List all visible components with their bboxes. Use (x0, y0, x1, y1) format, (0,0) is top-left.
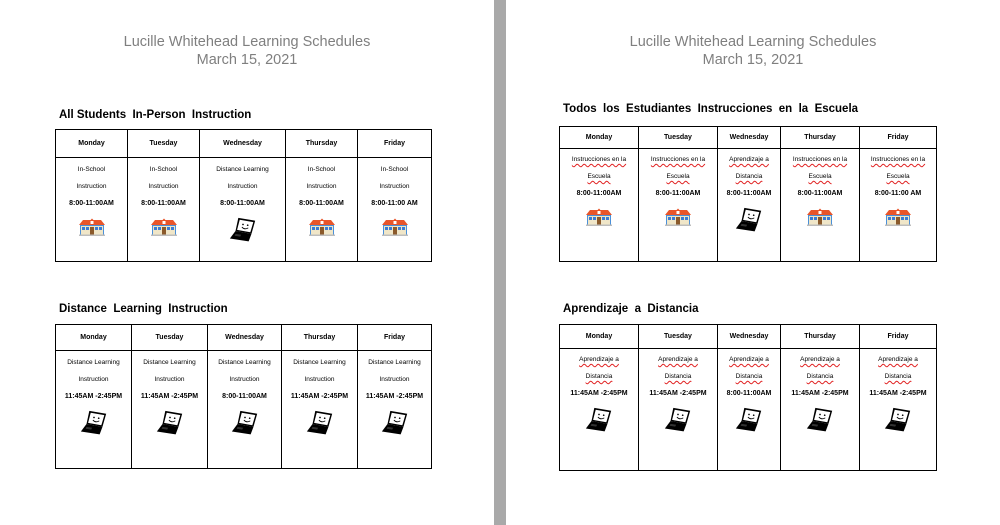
day-header-thursday: Thursday (286, 130, 358, 158)
laptop-icon (663, 406, 693, 436)
cell-text-line1: Instrucciones en la (792, 156, 848, 163)
cell-text-line2: Instruction (227, 183, 258, 190)
schedule-cell-monday (56, 158, 128, 262)
cell-text-line2: Instruction (306, 183, 337, 190)
document-page-spanish (506, 0, 1000, 525)
cell-time: 8:00-11:00AM (726, 190, 772, 197)
cell-text-line1: In-School (307, 166, 336, 173)
schedule-cell-wednesday (208, 351, 282, 469)
cell-text-line2: Distancia (664, 373, 692, 380)
cell-text-line1: Aprendizaje a (579, 356, 619, 363)
cell-text-line2: Instruction (148, 183, 179, 190)
cell-text-line2: Escuela (886, 173, 910, 180)
cell-text-line1: Distance Learning (293, 359, 346, 366)
cell-text-line1: Aprendizaje a (729, 156, 769, 163)
schedule-cell-tuesday (639, 349, 718, 471)
cell-text-line1: In-School (380, 166, 409, 173)
cell-text-line2: Distancia (884, 373, 912, 380)
section-heading-distance: Distance Learning Instruction (59, 303, 228, 315)
cell-time: 8:00-11:00AM (797, 190, 843, 197)
day-header-wednesday: Wednesday (208, 325, 282, 351)
document-date: March 15, 2021 (702, 52, 804, 68)
day-header-tuesday: Tuesday (639, 127, 718, 149)
cell-text-line2: Instruction (304, 376, 335, 383)
laptop-icon (380, 409, 410, 439)
day-header-tuesday: Tuesday (132, 325, 208, 351)
day-header-friday: Friday (860, 127, 937, 149)
cell-text-line2: Distancia (735, 173, 763, 180)
cell-text-line1: Distance Learning (368, 359, 421, 366)
cell-text-line1: Distance Learning (67, 359, 120, 366)
cell-text-line2: Distancia (585, 373, 613, 380)
cell-text-line2: Instruction (379, 376, 410, 383)
cell-text-line2: Instruction (76, 183, 107, 190)
day-header-thursday: Thursday (781, 325, 860, 349)
cell-time: 8:00-11:00AM (69, 200, 114, 207)
cell-time: 8:00-11:00AM (222, 393, 267, 400)
laptop-icon (734, 406, 764, 436)
schedule-cell-monday (560, 349, 639, 471)
schedule-cell-monday (560, 149, 639, 262)
day-header-tuesday: Tuesday (128, 130, 200, 158)
cell-time: 11:45AM -2:45PM (64, 393, 123, 400)
school-icon (382, 218, 408, 236)
laptop-icon (883, 406, 913, 436)
cell-time: 8:00-11:00AM (299, 200, 344, 207)
day-header-tuesday: Tuesday (639, 325, 718, 349)
cell-time: 11:45AM -2:45PM (791, 390, 849, 397)
document-date: March 15, 2021 (196, 52, 298, 68)
document-title: Lucille Whitehead Learning Schedules (123, 34, 371, 50)
day-header-wednesday: Wednesday (200, 130, 286, 158)
cell-text-line1: Aprendizaje a (800, 356, 840, 363)
cell-time: 8:00-11:00AM (655, 190, 701, 197)
laptop-icon (305, 409, 335, 439)
cell-text-line1: Instrucciones en la (650, 156, 706, 163)
cell-text-line2: Distancia (806, 373, 834, 380)
cell-time: 11:45AM -2:45PM (570, 390, 628, 397)
cell-text-line1: Instrucciones en la (870, 156, 926, 163)
schedule-table-distance (55, 324, 432, 469)
day-header-monday: Monday (56, 130, 128, 158)
schedule-cell-friday (860, 349, 937, 471)
cell-text-line2: Instruction (379, 183, 410, 190)
day-header-friday: Friday (860, 325, 937, 349)
day-header-friday: Friday (358, 130, 432, 158)
laptop-icon (805, 406, 835, 436)
cell-text-line1: Distance Learning (143, 359, 196, 366)
cell-text-line2: Distancia (735, 373, 763, 380)
cell-time: 11:45AM -2:45PM (649, 390, 707, 397)
cell-time: 11:45AM -2:45PM (365, 393, 424, 400)
schedule-cell-thursday (781, 349, 860, 471)
school-icon (665, 208, 691, 226)
cell-time: 11:45AM -2:45PM (140, 393, 199, 400)
schedule-table-distance (559, 324, 937, 471)
cell-text-line1: In-School (77, 166, 106, 173)
schedule-cell-friday (860, 149, 937, 262)
schedule-cell-wednesday (200, 158, 286, 262)
document-title: Lucille Whitehead Learning Schedules (629, 34, 877, 50)
schedule-cell-tuesday (132, 351, 208, 469)
cell-text-line1: Distance Learning (218, 359, 271, 366)
day-header-wednesday: Wednesday (718, 325, 781, 349)
cell-text-line2: Instruction (78, 376, 109, 383)
cell-text-line2: Instruction (154, 376, 185, 383)
laptop-icon (155, 409, 185, 439)
schedule-cell-thursday (282, 351, 358, 469)
cell-time: 8:00-11:00 AM (874, 190, 922, 197)
schedule-cell-friday (358, 351, 432, 469)
laptop-icon (584, 406, 614, 436)
schedule-table-inperson (55, 129, 432, 262)
day-header-thursday: Thursday (282, 325, 358, 351)
cell-time: 8:00-11:00AM (726, 390, 772, 397)
schedule-table-inperson (559, 126, 937, 262)
schedule-cell-wednesday (718, 349, 781, 471)
school-icon (79, 218, 105, 236)
section-heading-inperson: All Students In-Person Instruction (59, 109, 252, 121)
laptop-icon (228, 216, 258, 246)
cell-time: 8:00-11:00AM (576, 190, 622, 197)
cell-text-line1: Distance Learning (216, 166, 269, 173)
schedule-cell-thursday (781, 149, 860, 262)
section-heading-distance: Aprendizaje a Distancia (563, 303, 699, 315)
cell-time: 8:00-11:00AM (220, 200, 265, 207)
school-icon (586, 208, 612, 226)
school-icon (309, 218, 335, 236)
cell-time: 8:00-11:00AM (141, 200, 186, 207)
school-icon (807, 208, 833, 226)
schedule-cell-thursday (286, 158, 358, 262)
cell-text-line2: Instruction (229, 376, 260, 383)
cell-text-line1: Aprendizaje a (658, 356, 698, 363)
schedule-cell-monday (56, 351, 132, 469)
cell-text-line2: Escuela (587, 173, 611, 180)
schedule-cell-wednesday (718, 149, 781, 262)
day-header-friday: Friday (358, 325, 432, 351)
school-icon (151, 218, 177, 236)
day-header-monday: Monday (560, 127, 639, 149)
cell-time: 11:45AM -2:45PM (290, 393, 349, 400)
cell-text-line2: Escuela (666, 173, 690, 180)
schedule-cell-tuesday (128, 158, 200, 262)
cell-time: 8:00-11:00 AM (371, 200, 418, 207)
laptop-icon (230, 409, 260, 439)
schedule-cell-friday (358, 158, 432, 262)
laptop-icon (79, 409, 109, 439)
laptop-icon (734, 206, 764, 236)
cell-time: 11:45AM -2:45PM (869, 390, 927, 397)
document-page-english (0, 0, 494, 525)
day-header-thursday: Thursday (781, 127, 860, 149)
day-header-monday: Monday (56, 325, 132, 351)
cell-text-line1: In-School (149, 166, 178, 173)
cell-text-line1: Aprendizaje a (878, 356, 918, 363)
cell-text-line2: Escuela (808, 173, 832, 180)
section-heading-inperson: Todos los Estudiantes Instrucciones en la Escuela (563, 103, 859, 115)
day-header-wednesday: Wednesday (718, 127, 781, 149)
schedule-cell-tuesday (639, 149, 718, 262)
cell-text-line1: Instrucciones en la (571, 156, 627, 163)
cell-text-line1: Aprendizaje a (729, 356, 769, 363)
day-header-monday: Monday (560, 325, 639, 349)
school-icon (885, 208, 911, 226)
